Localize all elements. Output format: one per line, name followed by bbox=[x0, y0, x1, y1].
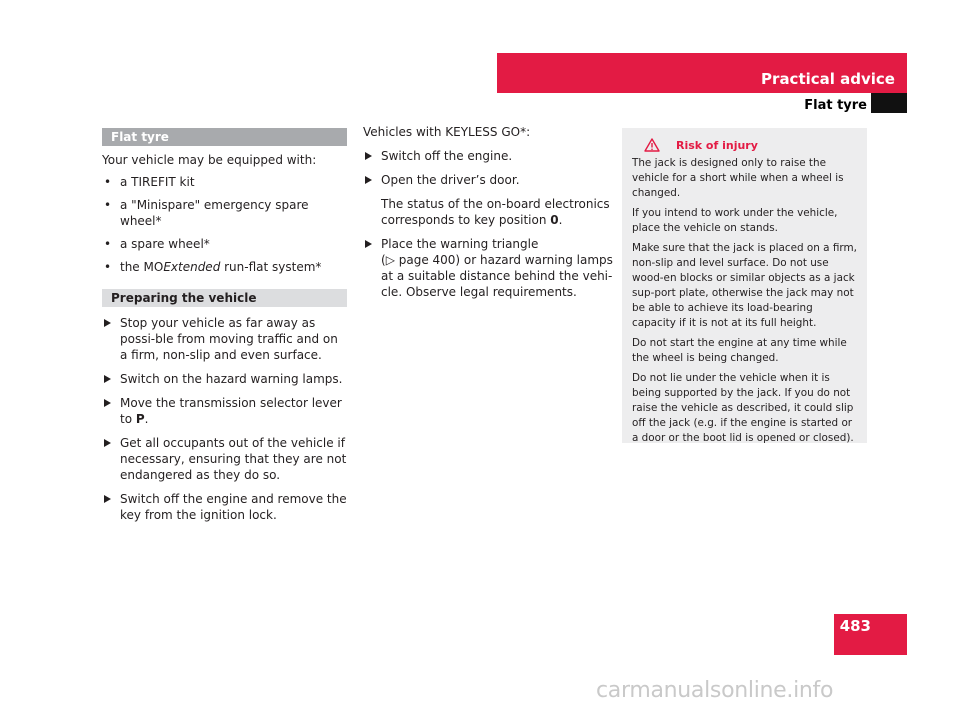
step-item: Switch on the hazard warning lamps. bbox=[102, 371, 347, 387]
step-item: Stop your vehicle as far away as possi-ble from moving traffic and on a firm, non-slip and even surface. bbox=[102, 315, 347, 363]
arrow-bullet-icon bbox=[365, 152, 372, 160]
warning-title: Risk of injury bbox=[676, 139, 758, 152]
watermark: carmanualsonline.info bbox=[596, 678, 834, 703]
warning-paragraph: The jack is designed only to raise the vehicle for a short while when a wheel is changed. bbox=[632, 157, 844, 199]
step-item: Switch off the engine and remove the key from the ignition lock. bbox=[102, 491, 347, 523]
arrow-bullet-icon bbox=[104, 495, 111, 503]
arrow-bullet-icon bbox=[104, 375, 111, 383]
subheading-preparing-vehicle: Preparing the vehicle bbox=[102, 289, 347, 307]
header-tab-marker bbox=[871, 93, 907, 113]
arrow-bullet-icon bbox=[104, 399, 111, 407]
page-number-box bbox=[834, 614, 907, 655]
warning-header bbox=[632, 134, 858, 156]
list-item: • a "Minispare" emergency spare wheel* bbox=[102, 197, 347, 229]
step-item: Place the warning triangle (▷ page 400) or hazard warning lamps at a suitable distance behind the vehi-cle. Observe legal requirements. bbox=[363, 236, 613, 300]
arrow-bullet-icon bbox=[365, 176, 372, 184]
page-ref-arrow-icon: ▷ bbox=[385, 253, 395, 267]
warning-paragraph: Do not lie under the vehicle when it is being supported by the jack. If you do not raise the vehicle as described, it could slip off the jack (e.g. if the engine is started or a door or the boot lid is opened or closed). bbox=[632, 372, 854, 444]
section-title: Practical advice bbox=[761, 70, 895, 88]
page-number: 483 bbox=[839, 617, 871, 635]
list-item: • a TIREFIT kit bbox=[102, 174, 347, 190]
equipment-intro: Your vehicle may be equipped with: bbox=[102, 153, 317, 167]
step-item: Switch off the engine. bbox=[363, 148, 613, 164]
step-item: Get all occupants out of the vehicle if necessary, ensuring that they are not endangered as they do so. bbox=[102, 435, 347, 483]
left-column bbox=[102, 128, 347, 523]
list-item: • a spare wheel* bbox=[102, 236, 347, 252]
arrow-bullet-icon bbox=[104, 439, 111, 447]
arrow-bullet-icon bbox=[104, 319, 111, 327]
step-item: Move the transmission selector lever to P. bbox=[102, 395, 347, 427]
list-item-runflat: • the MOExtended run-flat system* bbox=[102, 259, 347, 275]
section-heading-flat-tyre: Flat tyre bbox=[102, 128, 347, 146]
equipment-list bbox=[102, 174, 347, 275]
arrow-bullet-icon bbox=[365, 240, 372, 248]
keyless-go-intro: Vehicles with KEYLESS GO*: bbox=[363, 125, 531, 139]
warning-paragraph: If you intend to work under the vehicle, place the vehicle on stands. bbox=[632, 207, 838, 234]
warning-paragraph: Make sure that the jack is placed on a firm, non-slip and level surface. Do not use wood-en blocks or similar objects as a jack sup-port plate, otherwise the jack may not be able to achieve its load-bearing capacity if it is not at its full height. bbox=[632, 242, 857, 329]
middle-column bbox=[363, 124, 613, 300]
warning-triangle-icon bbox=[644, 138, 660, 152]
step-note: The status of the on-board electronics corresponds to key position 0. bbox=[381, 197, 610, 227]
subsection-title: Flat tyre bbox=[804, 98, 867, 113]
warning-box bbox=[622, 128, 867, 443]
warning-paragraph: Do not start the engine at any time while the wheel is being changed. bbox=[632, 337, 847, 364]
step-item: Open the driver’s door. bbox=[363, 172, 613, 188]
header-banner bbox=[497, 53, 907, 93]
